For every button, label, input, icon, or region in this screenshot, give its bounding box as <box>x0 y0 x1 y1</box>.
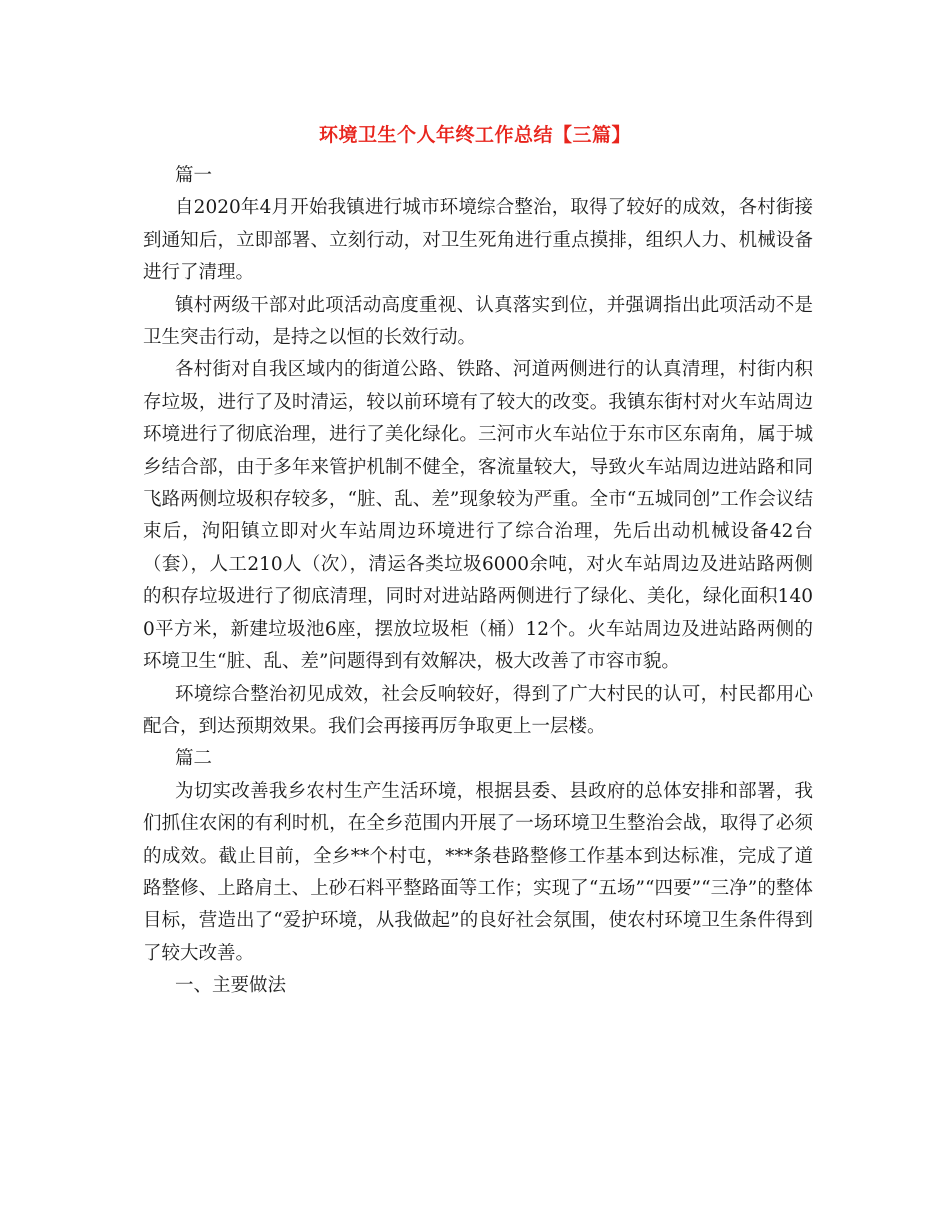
paragraph: 自2020年4月开始我镇进行城市环境综合整治，取得了较好的成效，各村街接到通知后，立即部署、立刻行动，对卫生死角进行重点摸排，组织人力、机械设备进行了清理。 <box>143 197 813 284</box>
paragraph: 环境综合整治初见成效，社会反响较好，得到了广大村民的认可，村民都用心配合，到达预期效果。我们会再接再厉争取更上一层楼。 <box>143 683 813 737</box>
document-title: 环境卫生个人年终工作总结【三篇】 <box>318 124 631 146</box>
subsection-heading: 一、主要做法 <box>175 975 287 997</box>
paragraph: 各村街对自我区域内的街道公路、铁路、河道两侧进行的认真清理，村街内积存垃圾，进行了及时清运，较以前环境有了较大的改变。我镇东街村对火车站周边环境进行了彻底治理，进行了美化绿化。三河市火车站位于东市区东南角，属于城乡结合部，由于多年来管护机制不健全，客流量较大，导致火车站周边进站路和同飞路两侧垃圾积存较多，“脏、乱、差”现象较为严重。全市“五城同创”工作会议结束后，泃阳镇立即对火车站周边环境进行了综合治理，先后出动机械设备42台（套），人工210人（次），清运各类垃圾6000余吨，对火车站周边及进站路两侧的积存垃圾进行了彻底清理，同时对进站路两侧进行了绿化、美化，绿化面积1400平方米，新建垃圾池6座，摆放垃圾柜（桶）12个。火车站周边及进站路两侧的环境卫生“脏、乱、差”问题得到有效解决，极大改善了市容市貌。 <box>143 359 813 673</box>
document-body <box>143 160 813 1003</box>
section-heading-1: 篇一 <box>175 165 213 186</box>
section-heading-2: 篇二 <box>175 748 213 770</box>
paragraph: 镇村两级干部对此项活动高度重视、认真落实到位，并强调指出此项活动不是卫生突击行动，是持之以恒的长效行动。 <box>143 294 813 349</box>
paragraph: 为切实改善我乡农村生产生活环境，根据县委、县政府的总体安排和部署，我们抓住农闲的有利时机，在全乡范围内开展了一场环境卫生整治会战，取得了必须的成效。截止目前，全乡**个村屯，***条巷路整修工作基本到达标准，完成了道路整修、上路肩土、上砂石料平整路面等工作；实现了“五场”“四要”“三净”的整体目标，营造出了“爱护环境，从我做起”的良好社会氛围，使农村环境卫生条件得到了较大改善。 <box>143 780 813 964</box>
